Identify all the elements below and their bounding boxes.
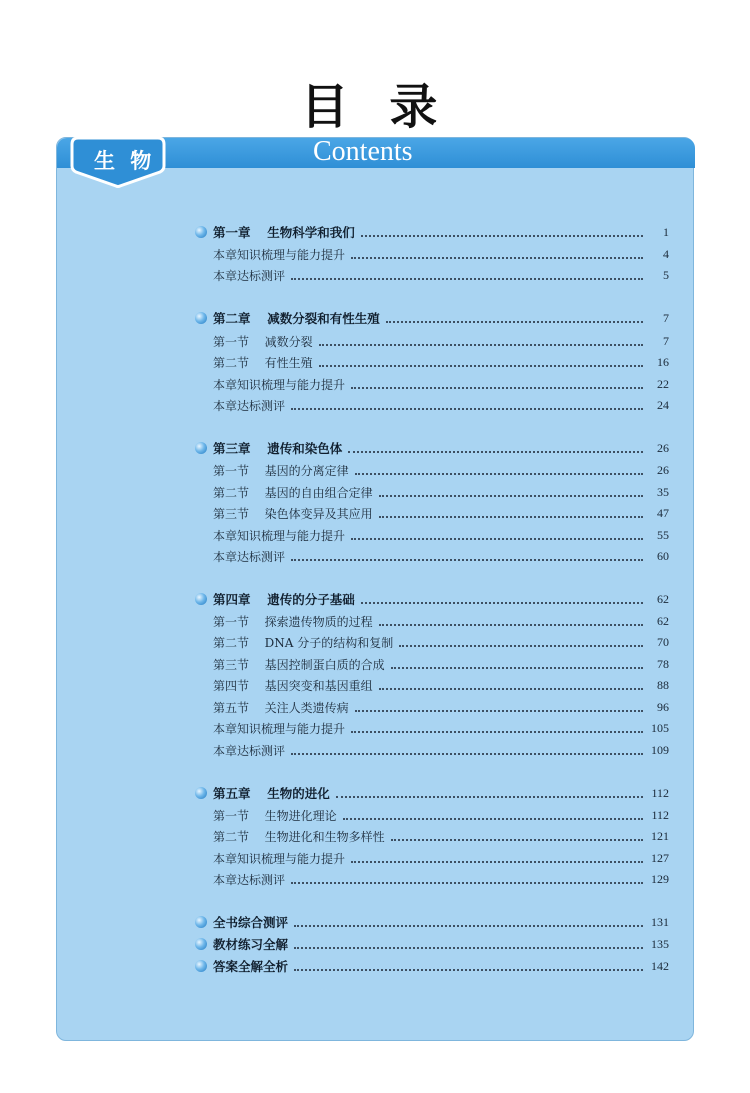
toc-section-number: 第二节 (213, 485, 257, 500)
toc-entry-title: 遗传和染色体 (267, 441, 343, 456)
bullet-icon (195, 312, 207, 324)
bullet-icon (195, 226, 207, 238)
toc-page-number: 127 (651, 850, 669, 865)
toc-section-row (195, 675, 669, 695)
toc-section-row (195, 718, 669, 738)
dot-leader (294, 946, 643, 949)
toc-page-number: 62 (657, 591, 669, 606)
toc-entry-title: 生物进化和生物多样性 (264, 829, 385, 844)
toc-entry-title: 生物进化理论 (264, 808, 337, 823)
toc-page-number: 70 (657, 634, 669, 649)
toc-entry-title: 染色体变异及其应用 (264, 506, 373, 521)
toc-section-row (195, 503, 669, 523)
toc-page-number: 5 (663, 267, 669, 282)
toc-section-row (195, 826, 669, 846)
toc-entry-title: 基因的分离定律 (264, 463, 349, 478)
toc-page-number: 96 (657, 699, 669, 714)
toc-section-row (195, 632, 669, 652)
dot-leader (336, 795, 643, 798)
toc-entry-title: 生物的进化 (267, 786, 330, 801)
toc-section-row (195, 265, 669, 285)
dot-leader (361, 234, 643, 237)
toc-entry-title: 教材练习全解 (213, 937, 289, 952)
dot-leader (319, 343, 643, 346)
toc-section-row (195, 654, 669, 674)
toc-page-number: 26 (657, 462, 669, 477)
toc-section-number: 第二节 (213, 355, 257, 370)
dot-leader (351, 256, 643, 259)
toc-entry-title: 基因的自由组合定律 (264, 485, 373, 500)
toc-entry-title: 本章达标测评 (213, 268, 286, 283)
toc-entry-title: 基因突变和基因重组 (264, 678, 373, 693)
toc-chapter-number: 第四章 (213, 592, 260, 607)
toc-page-number: 60 (657, 548, 669, 563)
toc-section-row (195, 460, 669, 480)
toc-entry-title: 基因控制蛋白质的合成 (264, 657, 385, 672)
toc-chapter-row (195, 222, 669, 242)
dot-leader (291, 407, 643, 410)
dot-leader (379, 623, 643, 626)
toc-chapter-row (195, 308, 669, 328)
toc-section-row (195, 244, 669, 264)
bullet-icon (195, 593, 207, 605)
toc-entry-title: 减数分裂和有性生殖 (267, 311, 380, 326)
toc-entry-title: 答案全解全析 (213, 959, 289, 974)
toc-section-row (195, 805, 669, 825)
toc-entry-title: 减数分裂 (264, 334, 313, 349)
dot-leader (361, 601, 643, 604)
bullet-icon (195, 787, 207, 799)
toc-chapter-row (195, 783, 669, 803)
toc-entry-title: 本章达标测评 (213, 872, 286, 887)
bullet-icon (195, 442, 207, 454)
subject-tab-label: 生 物 (94, 149, 156, 173)
toc-section-number: 第三节 (213, 657, 257, 672)
toc-page-number: 24 (657, 397, 669, 412)
toc-section-row (195, 482, 669, 502)
toc-page-number: 78 (657, 656, 669, 671)
banner-contents-text: Contents (313, 136, 413, 167)
toc-chapter-row (195, 934, 669, 954)
toc-page-number: 1 (663, 224, 669, 239)
toc-chapter-row (195, 912, 669, 932)
dot-leader (348, 450, 643, 453)
toc-page-number: 88 (657, 677, 669, 692)
toc-section-row (195, 697, 669, 717)
toc-section-number: 第三节 (213, 506, 257, 521)
dot-leader (399, 644, 643, 647)
toc-entry-title: 生物科学和我们 (267, 225, 355, 240)
toc-section-row (195, 546, 669, 566)
toc-chapter-number: 第二章 (213, 311, 260, 326)
toc-section-row (195, 352, 669, 372)
dot-leader (294, 968, 643, 971)
page-title: 目 录 (300, 79, 450, 135)
dot-leader (291, 881, 643, 884)
toc-page-number: 109 (651, 742, 669, 757)
toc-entry-title: 本章达标测评 (213, 549, 286, 564)
toc-page-number: 135 (651, 936, 669, 951)
dot-leader (355, 709, 643, 712)
toc-section-row (195, 525, 669, 545)
dot-leader (379, 515, 643, 518)
toc-section-row (195, 374, 669, 394)
toc-chapter-row (195, 956, 669, 976)
toc-entry-title: 遗传的分子基础 (267, 592, 355, 607)
toc-page-number: 26 (657, 440, 669, 455)
toc-section-row (195, 740, 669, 760)
toc-section-number: 第一节 (213, 808, 257, 823)
dot-leader (319, 364, 643, 367)
toc-section-number: 第一节 (213, 614, 257, 629)
bullet-icon (195, 916, 207, 928)
toc-entry-title: 本章达标测评 (213, 398, 286, 413)
toc-section-number: 第一节 (213, 334, 257, 349)
dot-leader (291, 558, 643, 561)
toc-page-number: 4 (663, 246, 669, 261)
dot-leader (291, 277, 643, 280)
bullet-icon (195, 938, 207, 950)
toc-section-number: 第二节 (213, 829, 257, 844)
dot-leader (379, 687, 643, 690)
dot-leader (351, 537, 643, 540)
toc-page-number: 129 (651, 871, 669, 886)
toc-entry-title: 本章知识梳理与能力提升 (213, 721, 346, 736)
toc-chapter-row (195, 589, 669, 609)
contents-panel (56, 137, 694, 1041)
toc-page-number: 142 (651, 958, 669, 973)
toc-entry-title: 有性生殖 (264, 355, 313, 370)
toc-section-number: 第五节 (213, 700, 257, 715)
toc-entry-title: 本章知识梳理与能力提升 (213, 851, 346, 866)
toc-page-number: 22 (657, 376, 669, 391)
toc-section-number: 第二节 (213, 635, 257, 650)
toc-page-number: 7 (663, 333, 669, 348)
bullet-icon (195, 960, 207, 972)
toc-entry-title: 探索遗传物质的过程 (264, 614, 373, 629)
toc-section-row (195, 331, 669, 351)
toc-chapter-row (195, 438, 669, 458)
toc-page-number: 121 (651, 828, 669, 843)
toc-page-number: 105 (651, 720, 669, 735)
toc-page-number: 55 (657, 527, 669, 542)
toc-page-number: 112 (651, 807, 669, 822)
toc-entry-title: DNA 分子的结构和复制 (264, 635, 394, 650)
dot-leader (351, 386, 643, 389)
dot-leader (391, 838, 643, 841)
toc-section-number: 第一节 (213, 463, 257, 478)
toc-section-row (195, 611, 669, 631)
toc-page-number: 47 (657, 505, 669, 520)
dot-leader (355, 472, 643, 475)
toc-page-number: 35 (657, 484, 669, 499)
toc-entry-title: 本章知识梳理与能力提升 (213, 377, 346, 392)
toc-section-row (195, 848, 669, 868)
toc-page-number: 7 (663, 310, 669, 325)
toc-page-number: 62 (657, 613, 669, 628)
toc-chapter-number: 第一章 (213, 225, 260, 240)
toc-entry-title: 本章知识梳理与能力提升 (213, 247, 346, 262)
dot-leader (294, 924, 643, 927)
dot-leader (379, 494, 643, 497)
toc-entry-title: 全书综合测评 (213, 915, 289, 930)
dot-leader (391, 666, 643, 669)
toc-entry-title: 关注人类遗传病 (264, 700, 349, 715)
toc-chapter-number: 第五章 (213, 786, 260, 801)
toc-chapter-number: 第三章 (213, 441, 260, 456)
dot-leader (386, 320, 643, 323)
toc-entry-title: 本章知识梳理与能力提升 (213, 528, 346, 543)
toc-section-row (195, 869, 669, 889)
dot-leader (351, 730, 643, 733)
toc-section-number: 第四节 (213, 678, 257, 693)
dot-leader (291, 752, 643, 755)
dot-leader (343, 817, 643, 820)
toc-section-row (195, 395, 669, 415)
toc-page-number: 112 (651, 785, 669, 800)
toc-page-number: 131 (651, 914, 669, 929)
dot-leader (351, 860, 643, 863)
toc-entry-title: 本章达标测评 (213, 743, 286, 758)
toc-page-number: 16 (657, 354, 669, 369)
